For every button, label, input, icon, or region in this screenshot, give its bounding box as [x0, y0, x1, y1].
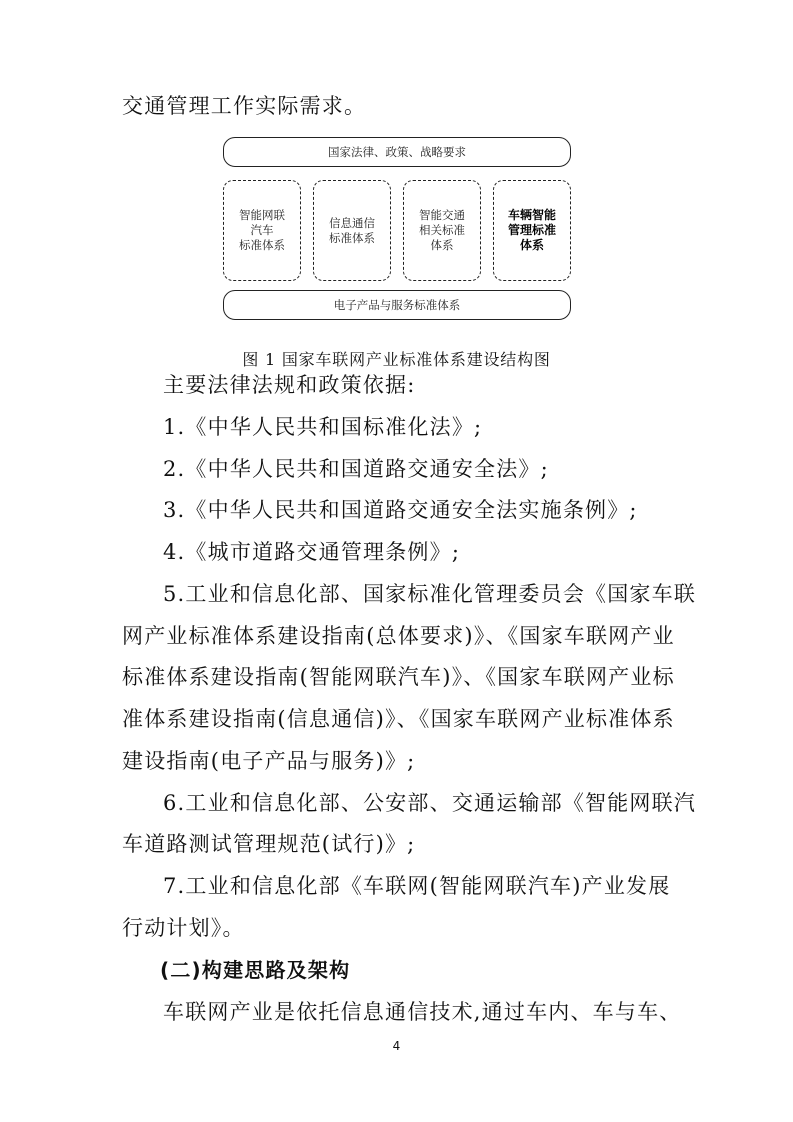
body-line: 主要法律法规和政策依据: [163, 373, 416, 397]
body-line: 行动计划》。 [122, 916, 245, 940]
body-line: 6.工业和信息化部、公安部、交通运输部《智能网联汽 [163, 791, 697, 815]
box-vehicle-intelligent-management: 车辆智能 管理标准 体系 [493, 180, 571, 281]
intro-line: 交通管理工作实际需求。 [122, 94, 367, 118]
body-line: 标准体系建设指南(智能网联汽车)》、《国家车联网产业标 [122, 665, 675, 689]
body-line: 1.《中华人民共和国标准化法》; [163, 415, 483, 439]
standards-structure-diagram [0, 0, 793, 330]
body-line: 3.《中华人民共和国道路交通安全法实施条例》; [163, 498, 638, 522]
body-line: 建设指南(电子产品与服务)》; [122, 749, 416, 773]
top-band-laws-policies: 国家法律、政策、战略要求 [223, 137, 571, 167]
section-heading: (二)构建思路及架构 [160, 958, 351, 982]
page-number: 4 [392, 1039, 401, 1053]
body-line: 网产业标准体系建设指南(总体要求)》、《国家车联网产业 [122, 624, 675, 648]
body-line: 车道路测试管理规范(试行)》; [122, 832, 416, 856]
figure-caption: 图 1 国家车联网产业标准体系建设结构图 [242, 350, 551, 369]
box-information-communication: 信息通信 标准体系 [313, 180, 391, 281]
box-intelligent-connected-vehicle: 智能网联 汽车 标准体系 [223, 180, 301, 281]
body-line: 4.《城市道路交通管理条例》; [163, 540, 461, 564]
body-line: 7.工业和信息化部《车联网(智能网联汽车)产业发展 [163, 874, 671, 898]
body-line: 2.《中华人民共和国道路交通安全法》; [163, 457, 549, 481]
body-line: 车联网产业是依托信息通信技术,通过车内、车与车、 [163, 1000, 682, 1024]
body-line: 5.工业和信息化部、国家标准化管理委员会《国家车联 [163, 582, 697, 606]
box-intelligent-transport: 智能交通 相关标准 体系 [403, 180, 481, 281]
bottom-band-electronic-products: 电子产品与服务标准体系 [223, 290, 571, 320]
body-line: 准体系建设指南(信息通信)》、《国家车联网产业标准体系 [122, 707, 675, 731]
